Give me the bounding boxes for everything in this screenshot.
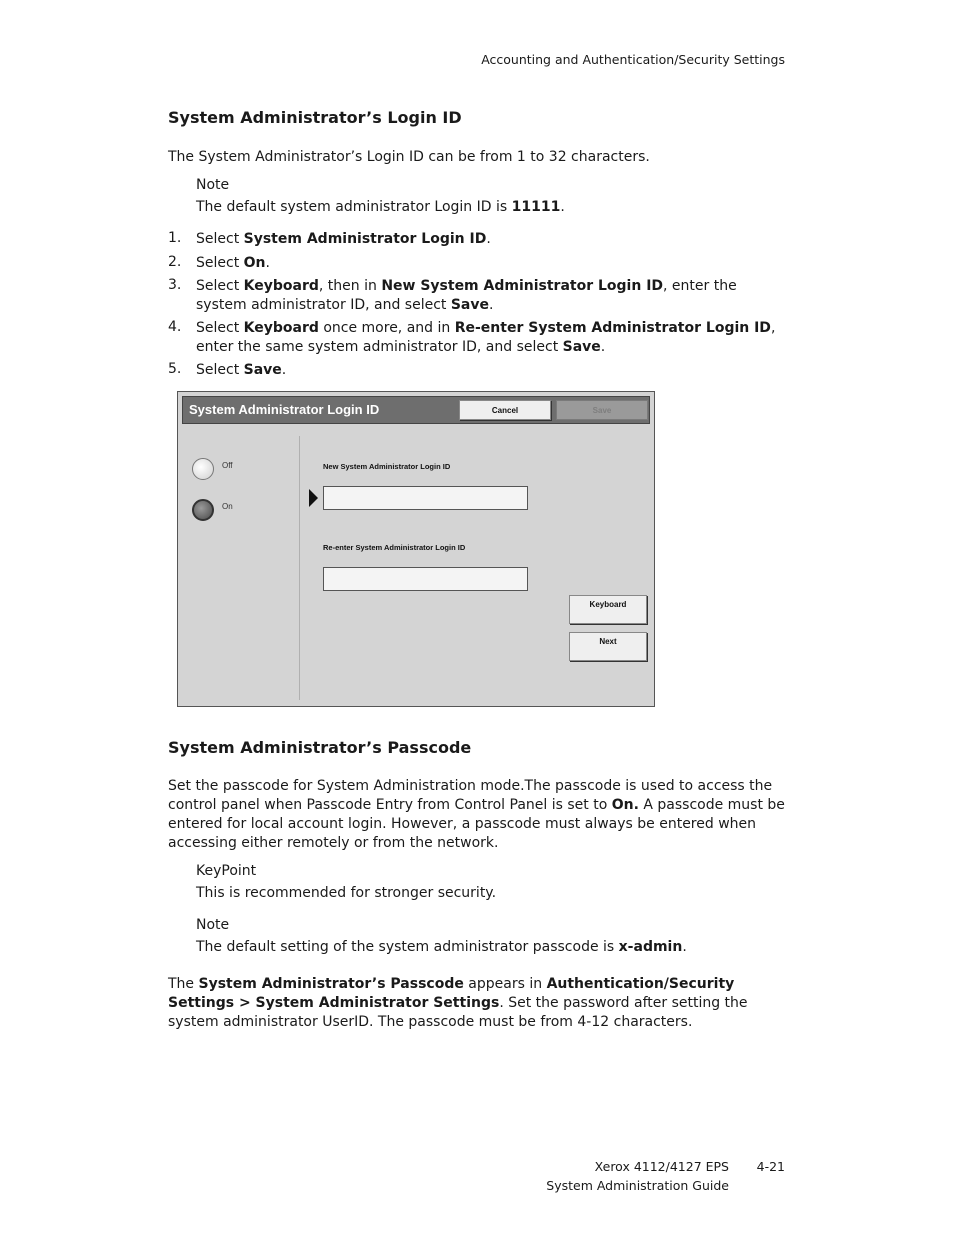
screen-title-bar: [182, 396, 650, 424]
cancel-button[interactable]: Cancel: [459, 400, 551, 420]
step-number: 2.: [168, 254, 182, 270]
running-header: Accounting and Authentication/Security Settings: [481, 52, 785, 67]
save-button[interactable]: Save: [556, 400, 648, 420]
screen-title: System Administrator Login ID: [189, 402, 380, 417]
on-label: On: [222, 502, 233, 511]
login-id-screen: [177, 391, 655, 707]
step-text: Select On.: [196, 255, 270, 271]
passcode-paragraph: Set the passcode for System Administration mode.The passcode is used to access the control panel when Passcode Entry from Control Panel is set to On. A passcode must be entered for local account login. However, a passcode must always be entered when accessing either remotely or from the network.: [168, 778, 785, 851]
reenter-login-id-field[interactable]: [323, 567, 528, 591]
step-number: 5.: [168, 361, 182, 377]
footer-page-number: 4-21: [756, 1159, 785, 1174]
step-text: Select Keyboard, then in New System Administrator Login ID, enter the system administrator ID, and select Save.: [196, 278, 737, 313]
step-number: 1.: [168, 230, 182, 246]
off-label: Off: [222, 461, 233, 470]
note-label: Note: [196, 177, 230, 193]
login-id-heading: System Administrator’s Login ID: [168, 108, 462, 127]
passcode-location-paragraph: The System Administrator’s Passcode appears in Authentication/Security Settings > System Administrator Settings. Set the password after setting the system administrator UserID. The passcode must be from 4-12 characters.: [168, 976, 748, 1030]
keypoint-label: KeyPoint: [196, 863, 257, 879]
note-label: Note: [196, 917, 230, 933]
on-radio[interactable]: [192, 499, 214, 521]
panel-divider: [299, 436, 300, 700]
new-login-id-label: New System Administrator Login ID: [323, 462, 451, 471]
next-button[interactable]: Next: [569, 632, 647, 661]
keyboard-button[interactable]: Keyboard: [569, 595, 647, 624]
new-login-id-field[interactable]: [323, 486, 528, 510]
step-number: 4.: [168, 319, 182, 335]
keypoint-text: This is recommended for stronger security.: [196, 885, 497, 901]
selection-arrow-icon: [309, 489, 318, 507]
login-id-intro: The System Administrator’s Login ID can be from 1 to 32 characters.: [168, 149, 650, 165]
step-text: Select System Administrator Login ID.: [196, 231, 491, 247]
step-text: Select Save.: [196, 362, 287, 378]
step-text: Select Keyboard once more, and in Re-enter System Administrator Login ID, enter the same system administrator ID, and select Save.: [196, 320, 776, 355]
off-radio[interactable]: [192, 458, 214, 480]
passcode-heading: System Administrator’s Passcode: [168, 738, 472, 757]
step-number: 3.: [168, 277, 182, 293]
note-text: The default system administrator Login ID is 11111.: [196, 199, 565, 215]
note-text: The default setting of the system administrator passcode is x-admin.: [196, 939, 687, 955]
reenter-login-id-label: Re-enter System Administrator Login ID: [323, 543, 466, 552]
footer-guide-title: System Administration Guide: [546, 1178, 729, 1193]
footer-product: Xerox 4112/4127 EPS: [594, 1159, 729, 1174]
